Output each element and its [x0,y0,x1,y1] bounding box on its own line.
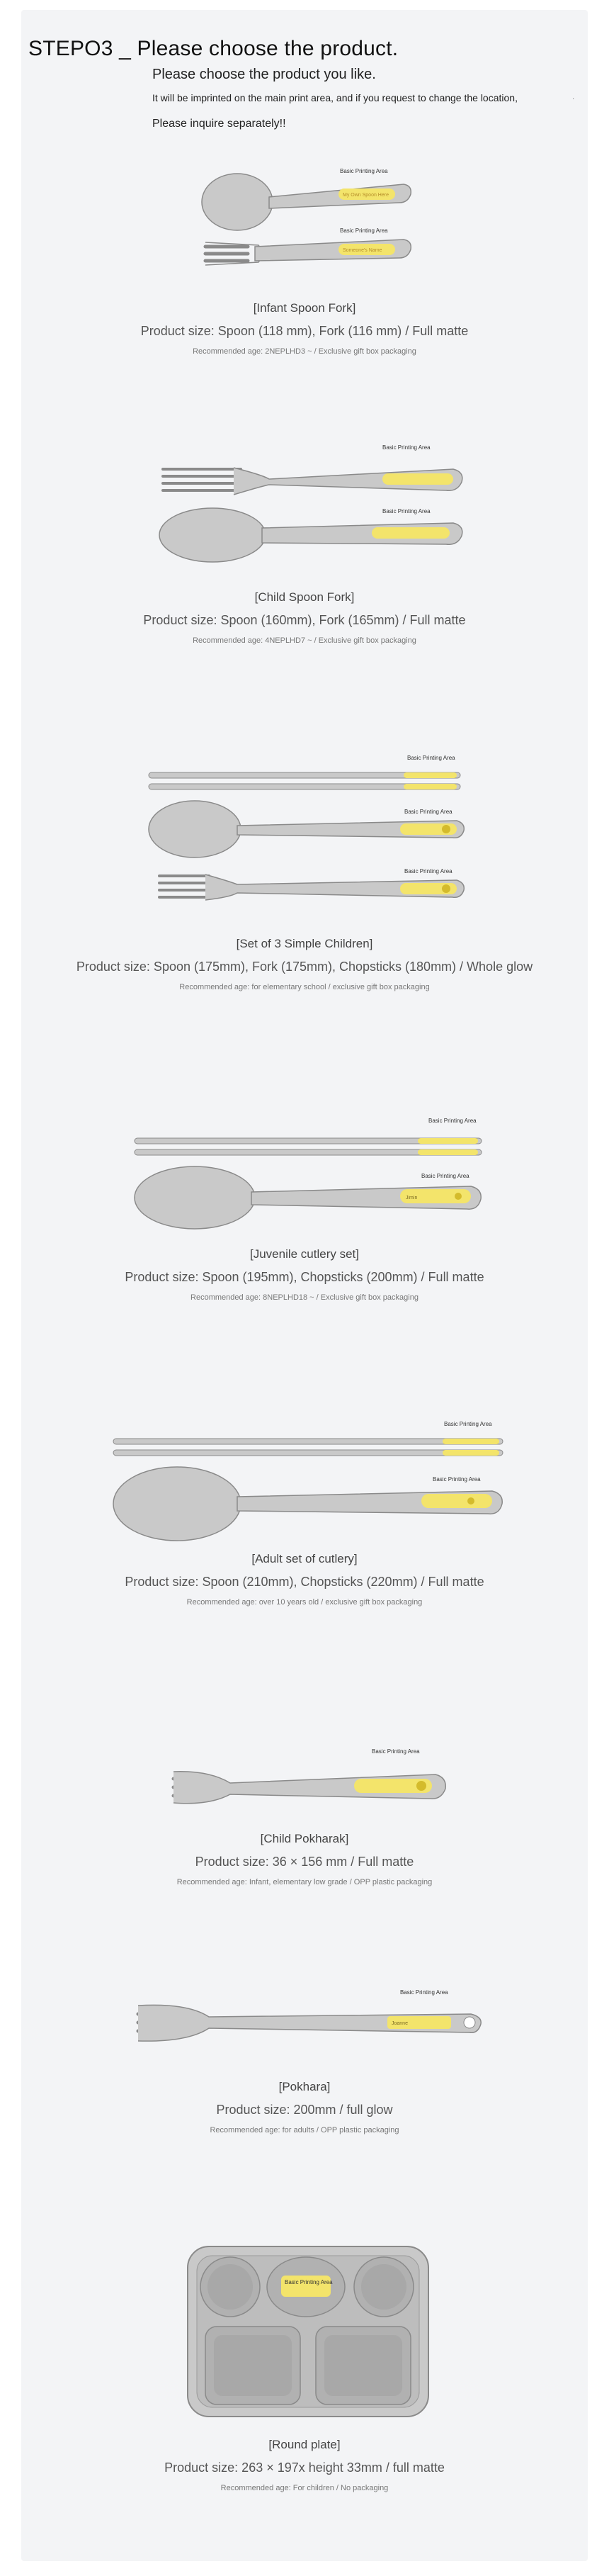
printing-area-label: Basic Printing Area [404,868,453,874]
product-name: [Set of 3 Simple Children] [236,937,373,950]
printing-area-label: Basic Printing Area [400,1989,448,1996]
product-size: Product size: 36 × 156 mm / Full matte [195,1855,414,1869]
pokhara [138,2005,481,2041]
product-name: [Adult set of cutlery] [251,1552,358,1565]
product-size: Product size: 263 × 197x height 33mm / full matte [164,2460,445,2475]
svg-text:My Own Spoon Here: My Own Spoon Here [343,193,389,198]
product-size: Product size: Spoon (210mm), Chopsticks (220mm) / Full matte [125,1575,484,1589]
product-recommendation: Recommended age: for elementary school / exclusive gift box packaging [179,983,430,991]
child-fork [163,468,462,495]
printing-area-label: Basic Printing Area [340,227,388,234]
inquire-note: Please inquire separately!! [152,118,286,130]
product-name: [Child Spoon Fork] [254,590,355,604]
note-marker: · [572,95,575,103]
product-name: [Round plate] [268,2438,341,2451]
infant-fork [205,240,411,265]
printing-area-label: Basic Printing Area [444,1421,492,1427]
product-recommendation: Recommended age: for adults / OPP plastic packaging [210,2126,399,2135]
printing-area-label: Basic Printing Area [428,1118,477,1124]
printing-area-label: Basic Printing Area [285,2279,333,2285]
product-section [21,301,588,356]
chopsticks [149,772,460,789]
product-name: [Child Pokharak] [260,1832,349,1845]
child-pokharak-image [166,1743,450,1821]
product-section [21,2080,588,2135]
product-recommendation: Recommended age: over 10 years old / exclusive gift box packaging [186,1598,423,1607]
printing-area-label: Basic Printing Area [407,755,455,761]
infant-spoon-fork-image [198,163,425,276]
juvenile-cutlery-image [131,1113,485,1233]
pokharak [173,1772,445,1804]
product-size: Product size: Spoon (118 mm), Fork (116 mm) / Full matte [140,324,469,338]
infant-spoon [202,174,411,230]
simple-children-set-image [145,751,471,914]
chopsticks [135,1138,482,1155]
chopsticks [113,1439,503,1456]
product-name: [Juvenile cutlery set] [249,1247,359,1261]
product-size: Product size: Spoon (175mm), Fork (175mm), Chopsticks (180mm) / Whole glow [76,960,533,974]
svg-text:Joanne: Joanne [392,2021,408,2026]
printing-area-label: Basic Printing Area [421,1173,469,1179]
printing-area-label: Basic Printing Area [340,168,388,174]
product-recommendation: Recommended age: 8NEPLHD18 ~ / Exclusive gift box packaging [190,1293,419,1302]
child-spoon [159,508,462,562]
product-section [21,2438,588,2492]
svg-text:Someone's Name: Someone's Name [343,248,382,253]
printing-area-label: Basic Printing Area [382,444,431,451]
product-section [21,1832,588,1886]
printing-area-label: Basic Printing Area [433,1476,481,1483]
product-name: [Pokhara] [278,2080,331,2093]
product-section [21,590,588,645]
product-name: [Infant Spoon Fork] [253,301,356,315]
child-spoon-fork-image [156,439,467,567]
pokhara-image [131,1977,485,2055]
product-size: Product size: 200mm / full glow [216,2103,393,2117]
printing-area-label: Basic Printing Area [404,809,453,815]
product-recommendation: Recommended age: 4NEPLHD7 ~ / Exclusive gift box packaging [193,636,416,645]
adult-cutlery-image [110,1417,506,1552]
product-section [21,1552,588,1607]
product-recommendation: Recommended age: 2NEPLHD3 ~ / Exclusive gift box packaging [193,347,416,356]
page-title: STEPO3 _ Please choose the product. [28,37,399,60]
product-size: Product size: Spoon (195mm), Chopsticks (200mm) / Full matte [125,1270,484,1284]
svg-text:Jimin: Jimin [406,1196,418,1200]
printing-area-label: Basic Printing Area [382,508,431,514]
print-area-note: It will be imprinted on the main print area, and if you request to change the location, [152,92,518,103]
product-size: Product size: Spoon (160mm), Fork (165mm) / Full matte [143,613,466,627]
product-recommendation: Recommended age: Infant, elementary low grade / OPP plastic packaging [176,1878,433,1886]
plate [188,2246,428,2417]
round-plate-image [184,2243,432,2420]
page-subtitle: Please choose the product you like. [152,67,376,82]
printing-area-label: Basic Printing Area [372,1748,420,1755]
product-section [21,937,588,991]
product-recommendation: Recommended age: For children / No packaging [220,2484,389,2492]
fork [159,874,464,900]
product-section [21,1247,588,1302]
